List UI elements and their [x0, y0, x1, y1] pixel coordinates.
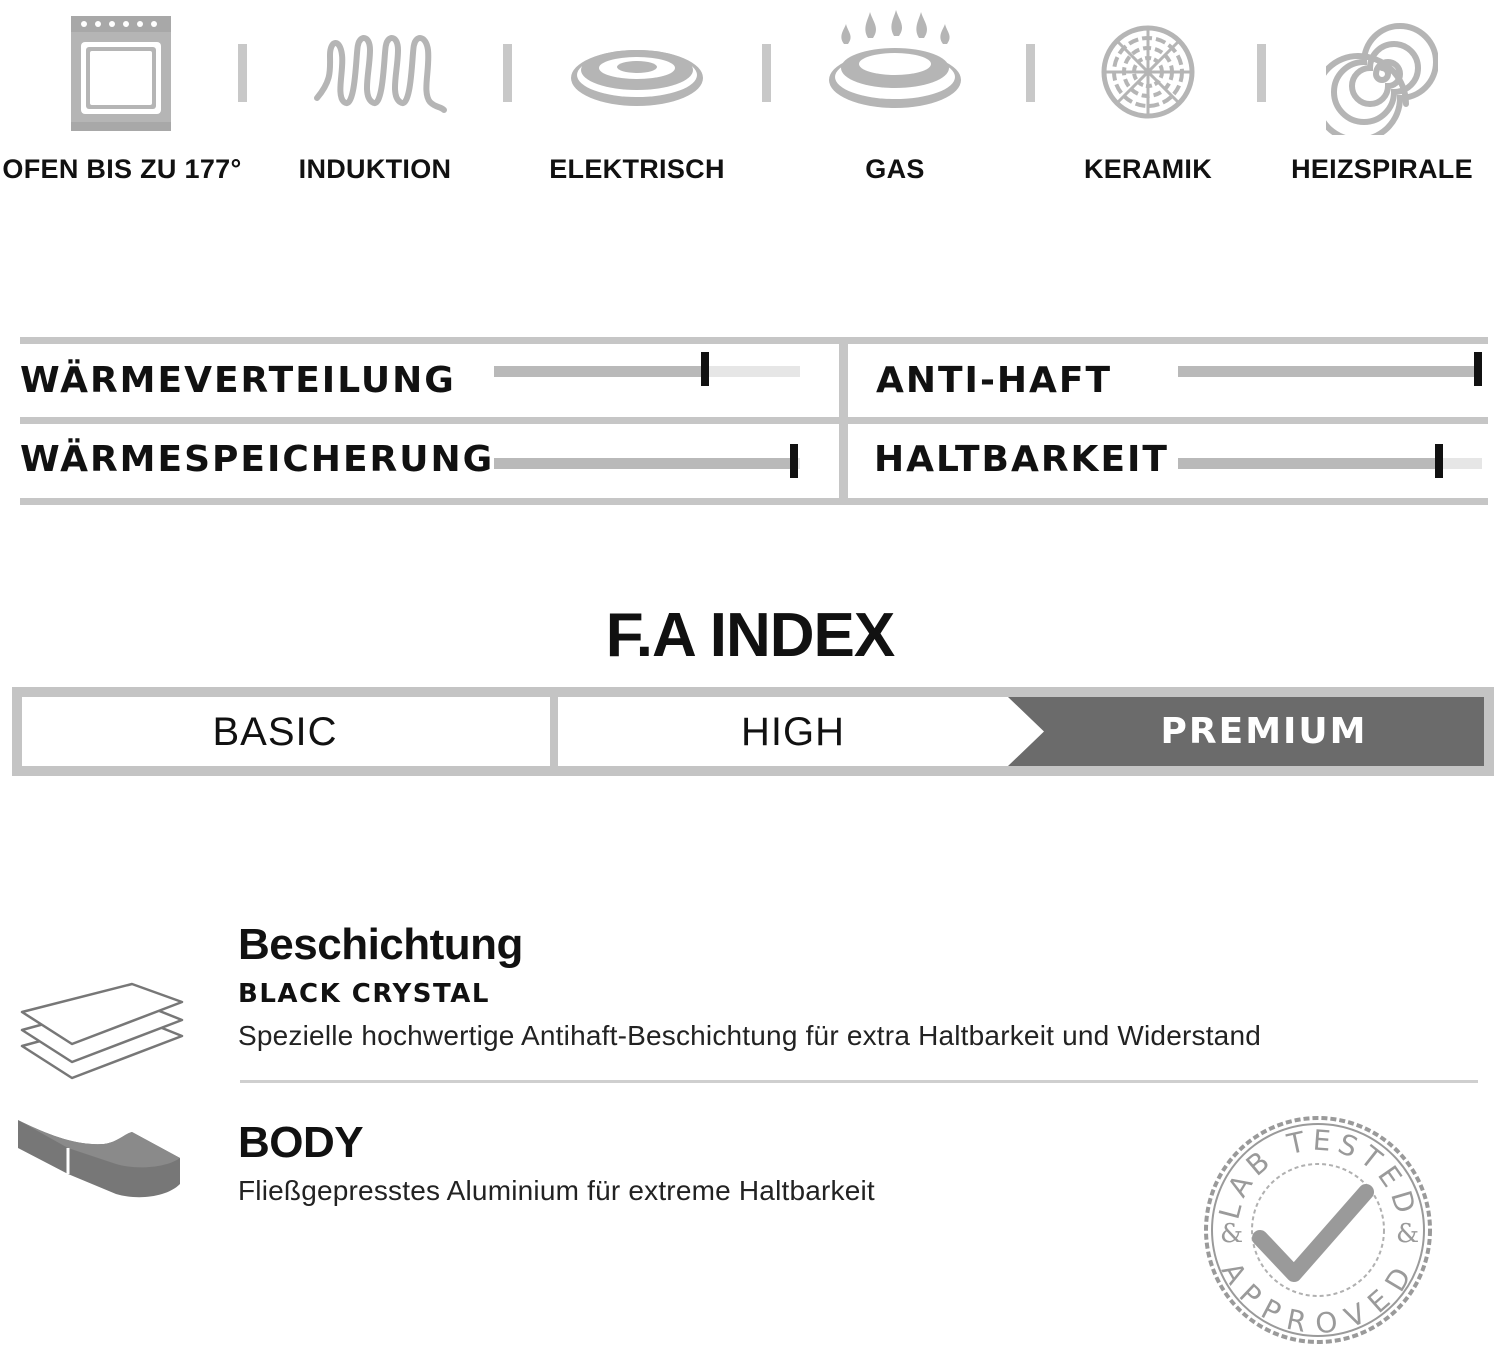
index-scale [12, 687, 1494, 776]
seal-ampersand-right: & [1396, 1219, 1420, 1249]
rating-label-heat-retention: WÄRMESPEICHERUNG [20, 439, 495, 480]
lab-tested-seal [1198, 1110, 1438, 1350]
oven-icon [68, 10, 176, 135]
gas-burner-icon [826, 10, 964, 135]
grid-bottom-line [20, 498, 1488, 505]
induction-icon [312, 10, 447, 135]
rating-marker [1474, 352, 1482, 386]
heating-coil-icon [1326, 10, 1438, 135]
cooktop-label-oven: OFEN BIS ZU 177° [2, 154, 242, 184]
rating-bar-heat-distribution [494, 366, 800, 377]
cooktop-label-gas: GAS [865, 154, 925, 184]
rating-marker [1435, 444, 1443, 478]
rating-label-durability: HALTBARKEIT [874, 439, 1169, 480]
separator [1026, 44, 1035, 102]
aluminium-body-icon [16, 1114, 184, 1204]
rating-marker [790, 444, 798, 478]
rating-marker [701, 352, 709, 386]
cooktop-label-ceramic: KERAMIK [1083, 154, 1213, 184]
grid-divider [839, 344, 848, 498]
material-title-coating: Beschichtung [238, 920, 523, 969]
rating-label-heat-distribution: WÄRMEVERTEILUNG [20, 360, 456, 401]
grid-top-line [20, 337, 1488, 344]
index-title: F.A INDEX [605, 601, 895, 670]
separator [503, 44, 512, 102]
seal-text-top: LAB TESTED [1212, 1123, 1424, 1223]
material-divider [240, 1080, 1478, 1083]
ceramic-hob-icon [1098, 10, 1198, 135]
separator [762, 44, 771, 102]
rating-bar-durability [1178, 458, 1482, 469]
cooktop-label-induction: INDUKTION [298, 154, 452, 184]
material-description-coating: Spezielle hochwertige Antihaft-Beschichtung für extra Haltbarkeit und Widerstand [238, 1020, 1261, 1051]
material-subtitle-coating: BLACK CRYSTAL [238, 979, 490, 1009]
index-cell-basic [22, 697, 550, 766]
separator [1257, 44, 1266, 102]
material-description-body: Fließgepresstes Aluminium für extreme Haltbarkeit [238, 1175, 875, 1206]
seal-ampersand-left: & [1220, 1219, 1244, 1249]
index-label-premium: PREMIUM [1160, 711, 1368, 752]
cooktop-label-electric: ELEKTRISCH [549, 154, 725, 184]
rating-bar-non-stick [1178, 366, 1482, 377]
electric-plate-icon [568, 10, 706, 135]
checkmark-icon [1260, 1192, 1366, 1274]
cooktop-label-coil: HEIZSPIRALE [1291, 154, 1473, 184]
grid-middle-line [20, 417, 1488, 424]
coating-layers-icon [18, 982, 184, 1082]
index-label-basic: BASIC [212, 710, 338, 754]
separator [238, 44, 247, 102]
rating-label-non-stick: ANTI-HAFT [876, 360, 1113, 401]
index-label-high: HIGH [741, 710, 845, 754]
material-title-body: BODY [238, 1118, 364, 1167]
seal-text-bottom: APPROVED [1214, 1256, 1421, 1341]
rating-bar-heat-retention [494, 458, 800, 469]
